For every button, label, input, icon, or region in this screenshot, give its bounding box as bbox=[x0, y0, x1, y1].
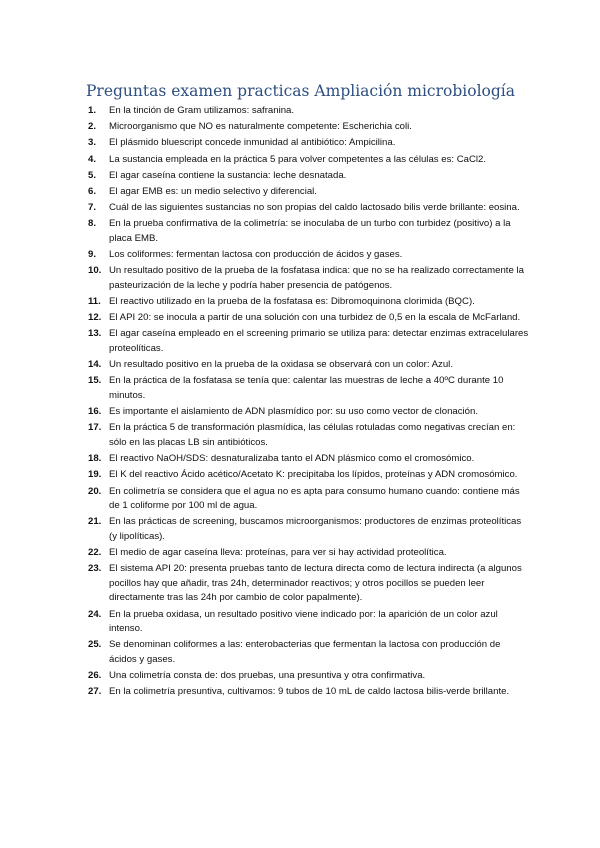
question-text: En la práctica 5 de transformación plasmídica, las células rotuladas como negativas crecían en: sólo en las placas LB sin antibióticos. bbox=[109, 422, 516, 448]
question-number: 9. bbox=[88, 249, 97, 261]
question-item bbox=[86, 374, 530, 403]
question-text: El agar EMB es: un medio selectivo y diferencial. bbox=[109, 185, 317, 197]
question-number: 2. bbox=[88, 121, 97, 133]
question-item bbox=[86, 638, 530, 667]
question-text: El medio de agar caseína lleva: proteínas, para ver si hay actividad proteolítica. bbox=[109, 547, 447, 559]
question-text: Un resultado positivo de la prueba de la fosfatasa indica: que no se ha realizado correctamente la pasteurización de la leche y podría haber presencia de patógenos. bbox=[109, 265, 524, 291]
question-text: El reactivo utilizado en la prueba de la fosfatasa es: Dibromoquinona clorimida (BQC). bbox=[109, 296, 475, 308]
question-item bbox=[86, 669, 530, 684]
question-text: El agar caseína contiene la sustancia: leche desnatada. bbox=[109, 169, 347, 181]
question-item bbox=[86, 546, 530, 561]
question-item bbox=[86, 104, 530, 119]
question-item bbox=[86, 515, 530, 544]
question-number: 26. bbox=[88, 670, 102, 682]
page-title: Preguntas examen practicas Ampliación microbiología bbox=[86, 82, 515, 100]
question-list bbox=[86, 104, 530, 702]
question-item bbox=[86, 405, 530, 420]
question-text: El agar caseína empleado en el screening primario se utiliza para: detectar enzimas extracelulares proteolíticas. bbox=[109, 328, 529, 355]
question-item bbox=[86, 248, 530, 263]
question-item bbox=[86, 327, 530, 356]
question-text: En la colimetría presuntiva, cultivamos: 9 tubos de 10 mL de caldo lactosa bilis-verde brillante. bbox=[109, 686, 510, 698]
question-item bbox=[86, 468, 530, 483]
question-number: 5. bbox=[88, 169, 97, 181]
question-text: En colimetría se considera que el agua no es apta para consumo humano cuando: contiene más de 1 coliforme por 100 ml de agua. bbox=[109, 485, 520, 512]
question-number: 10. bbox=[88, 265, 102, 277]
question-text: El API 20: se inocula a partir de una solución con una turbidez de 0,5 en la escala de McFarland. bbox=[109, 312, 521, 324]
question-text: Una colimetría consta de: dos pruebas, una presuntiva y otra confirmativa. bbox=[109, 670, 426, 682]
question-item bbox=[86, 562, 530, 606]
question-number: 6. bbox=[88, 185, 97, 197]
question-item bbox=[86, 452, 530, 467]
question-number: 8. bbox=[88, 218, 97, 230]
question-item bbox=[86, 136, 530, 151]
question-number: 18. bbox=[88, 453, 102, 465]
question-text: En la prueba confirmativa de la colimetría: se inoculaba de un turbo con turbidez (positivo) a la placa EMB. bbox=[109, 218, 511, 244]
question-item bbox=[86, 608, 530, 637]
question-number: 4. bbox=[88, 153, 97, 165]
question-text: Es importante el aislamiento de ADN plasmídico por: su uso como vector de clonación. bbox=[109, 406, 479, 418]
question-number: 19. bbox=[88, 469, 102, 481]
question-text: El reactivo NaOH/SDS: desnaturalizaba tanto el ADN plásmico como el cromosómico. bbox=[109, 453, 475, 465]
question-text: Un resultado positivo en la prueba de la oxidasa se observará con un color: Azul. bbox=[109, 359, 453, 371]
question-text: La sustancia empleada en la práctica 5 para volver competentes a las células es: CaCl2. bbox=[109, 153, 487, 165]
question-text: Los coliformes: fermentan lactosa con producción de ácidos y gases. bbox=[109, 249, 403, 261]
question-number: 25. bbox=[88, 639, 102, 651]
question-number: 27. bbox=[88, 686, 102, 698]
question-item bbox=[86, 120, 530, 135]
question-number: 23. bbox=[88, 563, 102, 575]
question-item bbox=[86, 685, 530, 700]
question-text: Microorganismo que NO es naturalmente competente: Escherichia coli. bbox=[109, 121, 412, 133]
question-number: 20. bbox=[88, 485, 102, 497]
question-number: 7. bbox=[88, 202, 97, 214]
question-number: 3. bbox=[88, 137, 97, 149]
question-number: 21. bbox=[88, 516, 102, 528]
question-number: 15. bbox=[88, 375, 102, 387]
question-text: En las prácticas de screening, buscamos microorganismos: productores de enzimas proteolíticas (y lipolíticas). bbox=[109, 516, 522, 542]
question-item bbox=[86, 311, 530, 326]
question-number: 1. bbox=[88, 105, 97, 116]
question-number: 12. bbox=[88, 312, 102, 324]
question-item bbox=[86, 153, 530, 168]
question-text: El plásmido bluescript concede inmunidad al antibiótico: Ampicilina. bbox=[109, 137, 396, 149]
question-item bbox=[86, 217, 530, 246]
question-number: 14. bbox=[88, 359, 102, 371]
question-number: 22. bbox=[88, 547, 102, 559]
question-number: 16. bbox=[88, 406, 102, 418]
question-text: El sistema API 20: presenta pruebas tanto de lectura directa como de lectura indirecta (a algunos pocillos hay que añadir, tras 24h, determinador reactivos; y otros pocillos se pueden leer directamente tras las 24h por cambio de color papalmente). bbox=[109, 563, 522, 604]
question-item bbox=[86, 421, 530, 450]
question-item bbox=[86, 201, 530, 216]
question-item bbox=[86, 264, 530, 293]
question-item bbox=[86, 185, 530, 200]
question-number: 24. bbox=[88, 608, 102, 620]
question-text: En la práctica de la fosfatasa se tenía que: calentar las muestras de leche a 40ºC durante 10 minutos. bbox=[109, 375, 504, 401]
question-number: 11. bbox=[88, 296, 101, 308]
question-number: 13. bbox=[88, 328, 102, 340]
question-text: Se denominan coliformes a las: enterobacterias que fermentan la lactosa con producción de ácidos y gases. bbox=[109, 639, 501, 666]
question-item bbox=[86, 358, 530, 373]
question-item bbox=[86, 485, 530, 514]
question-item bbox=[86, 295, 530, 310]
question-item bbox=[86, 169, 530, 184]
question-text: Cuál de las siguientes sustancias no son propias del caldo lactosado bilis verde brillante: eosina. bbox=[109, 202, 520, 214]
question-text: En la tinción de Gram utilizamos: safranina. bbox=[109, 105, 295, 116]
question-number: 17. bbox=[88, 422, 102, 434]
question-text: El K del reactivo Ácido acético/Acetato K: precipitaba los lípidos, proteínas y ADN cromosómico. bbox=[109, 469, 518, 481]
question-text: En la prueba oxidasa, un resultado positivo viene indicado por: la aparición de un color azul intenso. bbox=[109, 608, 498, 635]
